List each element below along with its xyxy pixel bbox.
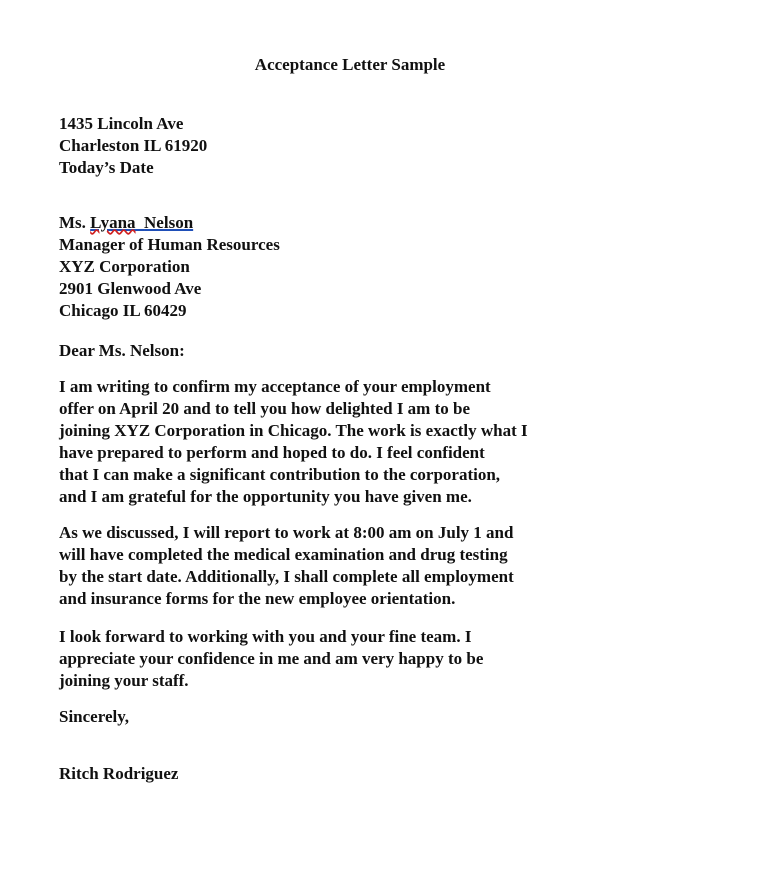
recipient-title: Manager of Human Resources [59,235,280,254]
title-text: Acceptance Letter Sample [254,55,446,74]
recipient-company: XYZ Corporation [59,257,190,276]
letter-date: Today’s Date [59,158,154,177]
recipient-street: 2901 Glenwood Ave [59,279,202,298]
paragraph-2: As we discussed, I will report to work at 8:00 am on July 1 and will have completed the medical examination and drug testing by the start date. Additionally, I shall complete all employment and insurance forms for the new employee orientation. [59,523,514,608]
sender-street: 1435 Lincoln Ave [59,114,184,133]
recipient-first-name: Lyana [90,213,136,232]
recipient-address [59,212,280,322]
paragraph-3: I look forward to working with you and your fine team. I appreciate your confidence in me and am very happy to be joining your staff. [59,627,484,690]
sender-city: Charleston IL 61920 [59,136,208,155]
recipient-last-name: Nelson [144,213,194,232]
greeting: Dear Ms. Nelson: [59,341,185,360]
closing: Sincerely, [59,707,130,726]
recipient-city: Chicago IL 60429 [59,301,187,320]
document-title [0,55,700,75]
paragraph-1: I am writing to confirm my acceptance of your employment offer on April 20 and to tell you how delighted I am to be joining XYZ Corporation in Chicago. The work is exactly what I have prepared to perform and hoped to do. I feel confident that I can make a significant contribution to the corporation, and I am grateful for the opportunity you have given me. [59,377,528,506]
sender-address [59,113,207,179]
recipient-name: Ms. Lyana Nelson [59,213,194,232]
signature: Ritch Rodriguez [59,764,179,783]
